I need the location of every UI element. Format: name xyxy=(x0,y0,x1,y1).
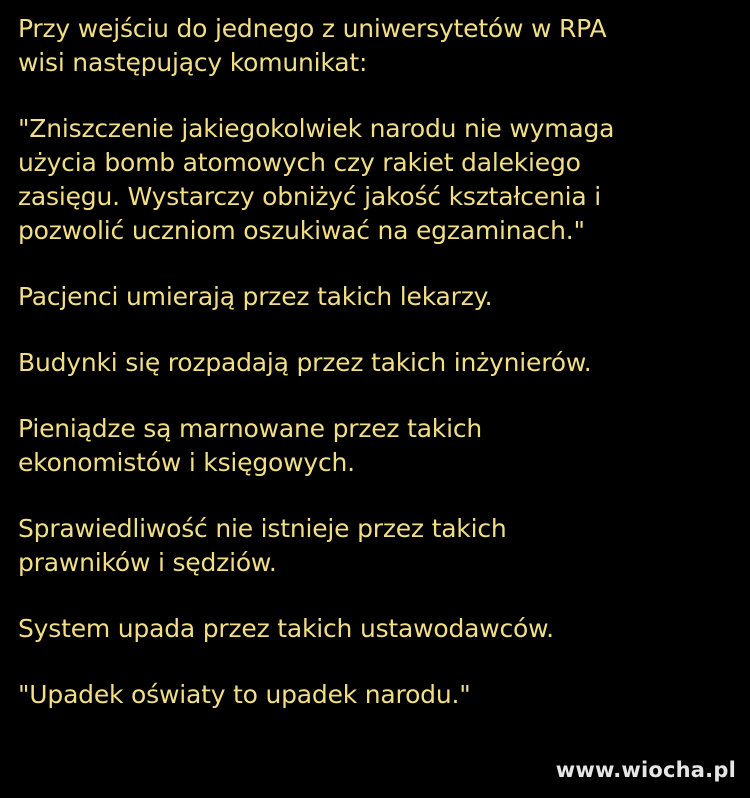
paragraph-doctors: Pacjenci umierają przez takich lekarzy. xyxy=(18,282,493,311)
text-block xyxy=(18,12,733,712)
watermark-text: www.wiocha.pl xyxy=(555,758,736,782)
paragraph-engineers: Budynki się rozpadają przez takich inżynierów. xyxy=(18,348,592,377)
paragraph-intro: Przy wejściu do jednego z uniwersytetów w RPA wisi następujący komunikat: xyxy=(18,14,607,77)
paragraph-economists: Pieniądze są marnowane przez takich ekonomistów i księgowych. xyxy=(18,414,483,477)
paragraph-lawyers: Sprawiedliwość nie istnieje przez takich prawników i sędziów. xyxy=(18,514,507,577)
paragraph-legislators: System upada przez takich ustawodawców. xyxy=(18,614,554,643)
paragraph-quote: "Zniszczenie jakiegokolwiek narodu nie wymaga użycia bomb atomowych czy rakiet dalekiego zasięgu. Wystarczy obniżyć jakość kształcenia i pozwolić uczniom oszukiwać na egzaminach." xyxy=(18,114,615,245)
paragraph-closing-quote: "Upadek oświaty to upadek narodu." xyxy=(18,680,471,709)
